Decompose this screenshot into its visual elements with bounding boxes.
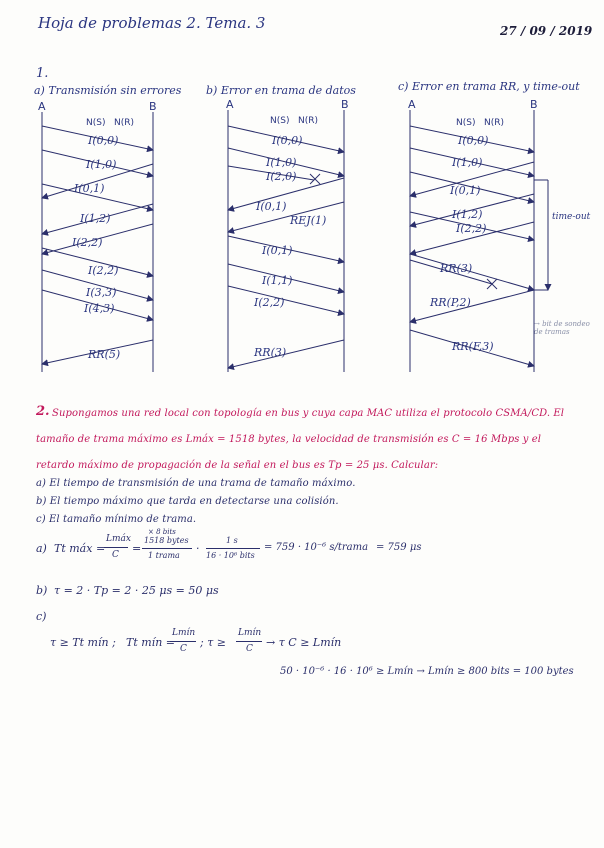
- diagram-c-arrow-10: [410, 330, 534, 366]
- diagram-a-arrow-5: [42, 204, 153, 234]
- diagram-a-frame-8: I(4,3): [84, 302, 115, 315]
- diagram-b-ns-label: N(S): [270, 116, 290, 126]
- diagram-a-arrow-9: [42, 290, 153, 320]
- answer-c-line1b: Tt mín =: [126, 636, 176, 649]
- diagram-a-arrow-8: [42, 270, 153, 300]
- answer-c-frac-a-num: Lmín: [172, 628, 196, 638]
- answer-c-line1a: τ ≥ Tt mín ;: [50, 636, 116, 649]
- diagram-a-arrow-1: [42, 126, 153, 150]
- answer-c-frac-b-den: C: [246, 644, 253, 654]
- diagram-a-frame-3: I(0,1): [74, 182, 105, 195]
- diagram-b-frame-4: I(0,1): [256, 200, 287, 213]
- diagram-c-station-b: B: [530, 98, 538, 111]
- diagram-a-arrow-10: [42, 340, 153, 364]
- page-title: Hoja de problemas 2. Tema. 3: [38, 14, 266, 32]
- answer-c-line2: 50 · 10⁻⁶ · 16 · 10⁶ ≥ Lmín → Lmín ≥ 800 bits = 100 bytes: [280, 666, 574, 677]
- problem-2-number: 2.: [36, 404, 50, 419]
- diagram-b-arrow-6: [228, 236, 344, 262]
- diagram-a-frame-7: I(3,3): [86, 286, 117, 299]
- diagram-a-station-b: B: [149, 100, 157, 113]
- diagram-c-caption: c) Error en trama RR, y time-out: [398, 80, 580, 93]
- diagram-a-arrow-4: [42, 184, 153, 210]
- answer-a-dot: ·: [196, 542, 200, 555]
- diagram-b-arrow-3-lost: [228, 166, 314, 180]
- problem-2-statement-line-3: retardo máximo de propagación de la señal en el bus es Tp = 25 μs. Calcular:: [36, 460, 439, 471]
- diagram-a-frame-9: RR(5): [88, 348, 121, 361]
- answer-a-lhs: Tt máx =: [54, 542, 106, 555]
- diagram-c-frame-6: RR(3): [440, 262, 473, 275]
- answer-a-frac1-bar: [104, 547, 128, 548]
- answer-a-frac1-den: C: [112, 550, 119, 560]
- answer-a-frac3-den: 16 · 10⁶ bits: [206, 551, 255, 560]
- answer-c-frac-b-num: Lmín: [238, 628, 262, 638]
- diagram-a-arrow-7: [42, 248, 153, 276]
- answer-a-eq: =: [132, 542, 142, 555]
- diagram-c-frame-2: I(1,0): [452, 156, 483, 169]
- diagram-b-arrow-9: [228, 340, 344, 368]
- sequence-diagrams: [0, 0, 604, 400]
- diagram-c-frame-4: I(1,2): [452, 208, 483, 221]
- answer-a-result-1: = 759 · 10⁻⁶ s/trama: [264, 542, 369, 553]
- answer-a-frac3-num: 1 s: [226, 536, 238, 545]
- problem-2-statement-line-2: tamaño de trama máximo es Lmáx = 1518 bytes, la velocidad de transmisión es C = 16 Mbps y el: [36, 434, 542, 445]
- diagram-c-arrow-5: [410, 194, 534, 226]
- answer-a-frac2-den: 1 trama: [148, 551, 180, 560]
- diagram-b-caption: b) Error en trama de datos: [206, 84, 356, 97]
- diagram-a-frame-2: I(1,0): [86, 158, 117, 171]
- diagram-c-arrow-6: [410, 212, 534, 240]
- answer-c-label: c): [36, 610, 47, 623]
- diagram-c-arrow-9: [410, 290, 534, 322]
- diagram-a-arrow-6: [42, 224, 153, 254]
- answer-a-frac2-bar: [142, 548, 192, 549]
- diagram-b-arrow-4: [228, 178, 344, 210]
- diagram-c-arrow-8: [410, 254, 534, 290]
- answer-a-frac2-num: 1518 bytes: [144, 536, 189, 545]
- diagram-a-frame-4: I(1,2): [80, 212, 111, 225]
- diagram-a-caption: a) Transmisión sin errores: [34, 84, 182, 97]
- diagram-a-frame-1: I(0,0): [88, 134, 119, 147]
- diagram-b-frame-6: I(0,1): [262, 244, 293, 257]
- diagram-b-arrow-2: [228, 148, 344, 176]
- diagram-c-ns-label: N(S): [456, 118, 476, 128]
- diagram-c-arrow-1: [410, 126, 534, 152]
- diagram-a-nr-label: N(R): [114, 118, 135, 128]
- diagram-a-ns-label: N(S): [86, 118, 106, 128]
- answer-c-frac-a-den: C: [180, 644, 187, 654]
- diagram-c-rr-lost: [410, 260, 492, 284]
- answer-a-frac3-bar: [206, 548, 260, 549]
- diagram-c-frame-3: I(0,1): [450, 184, 481, 197]
- diagram-a-arrow-3: [42, 164, 153, 198]
- diagram-b-nr-label: N(R): [298, 116, 319, 126]
- diagram-a-frame-6: I(2,2): [88, 264, 119, 277]
- diagram-b-frame-8: I(2,2): [254, 296, 285, 309]
- answer-a-label: a): [36, 542, 47, 555]
- diagram-a-station-a: A: [38, 100, 46, 113]
- diagram-c-arrow-4: [410, 172, 534, 202]
- answer-b-text: τ = 2 · Tp = 2 · 25 μs = 50 μs: [54, 584, 219, 597]
- diagram-c-station-a: A: [408, 98, 416, 111]
- question-b: b) El tiempo máximo que tarda en detectarse una colisión.: [36, 496, 339, 507]
- diagram-c-frame-1: I(0,0): [458, 134, 489, 147]
- page-date: 27 / 09 / 2019: [500, 24, 593, 38]
- answer-a-result-2: = 759 μs: [376, 542, 422, 553]
- diagram-c-arrow-3: [410, 162, 534, 196]
- answer-c-frac-a-bar: [170, 641, 196, 642]
- answer-c-frac-b-bar: [236, 641, 262, 642]
- diagram-b-station-b: B: [341, 98, 349, 111]
- problem-2-statement-line-1: Supongamos una red local con topología en bus y cuya capa MAC utiliza el protocolo CSMA/CD. El: [52, 408, 565, 419]
- diagram-c-frame-7: RR(P,2): [430, 296, 471, 309]
- answer-c-line1c: ; τ ≥: [200, 636, 227, 649]
- diagram-b-frame-1: I(0,0): [272, 134, 303, 147]
- answer-b-label: b): [36, 584, 48, 597]
- answer-c-line1d: → τ C ≥ Lmín: [266, 636, 342, 649]
- diagram-c-frame-8: RR(F,3): [452, 340, 494, 353]
- diagram-b-frame-5: REJ(1): [290, 214, 327, 227]
- question-a: a) El tiempo de transmisión de una trama de tamaño máximo.: [36, 478, 356, 489]
- diagram-b-arrow-7: [228, 264, 344, 292]
- diagram-b-frame-9: RR(3): [254, 346, 287, 359]
- answer-a-frac2-sup: × 8 bits: [148, 528, 176, 536]
- problem-1-number: 1.: [36, 66, 49, 81]
- diagram-c-arrow-7: [410, 222, 534, 254]
- diagram-b-station-a: A: [226, 98, 234, 111]
- diagram-b-frame-7: I(1,1): [262, 274, 293, 287]
- diagram-c-timeout-label: time-out: [552, 212, 591, 222]
- diagram-b-arrow-1: [228, 126, 344, 152]
- diagram-c-side-note: → bit de sondeo de tramas: [534, 320, 590, 336]
- question-c: c) El tamaño mínimo de trama.: [36, 514, 197, 525]
- diagram-b-arrow-5: [228, 202, 344, 232]
- diagram-c-nr-label: N(R): [484, 118, 505, 128]
- diagram-b-frame-2: I(1,0): [266, 156, 297, 169]
- diagram-b-frame-3: I(2,0): [266, 170, 297, 183]
- diagram-c-frame-5: I(2,2): [456, 222, 487, 235]
- diagram-c-arrow-2: [410, 148, 534, 176]
- diagram-a-frame-5: I(2,2): [72, 236, 103, 249]
- diagram-a-arrow-2: [42, 150, 153, 176]
- answer-a-frac1-num: Lmáx: [106, 534, 131, 544]
- diagram-b-arrow-8: [228, 286, 344, 314]
